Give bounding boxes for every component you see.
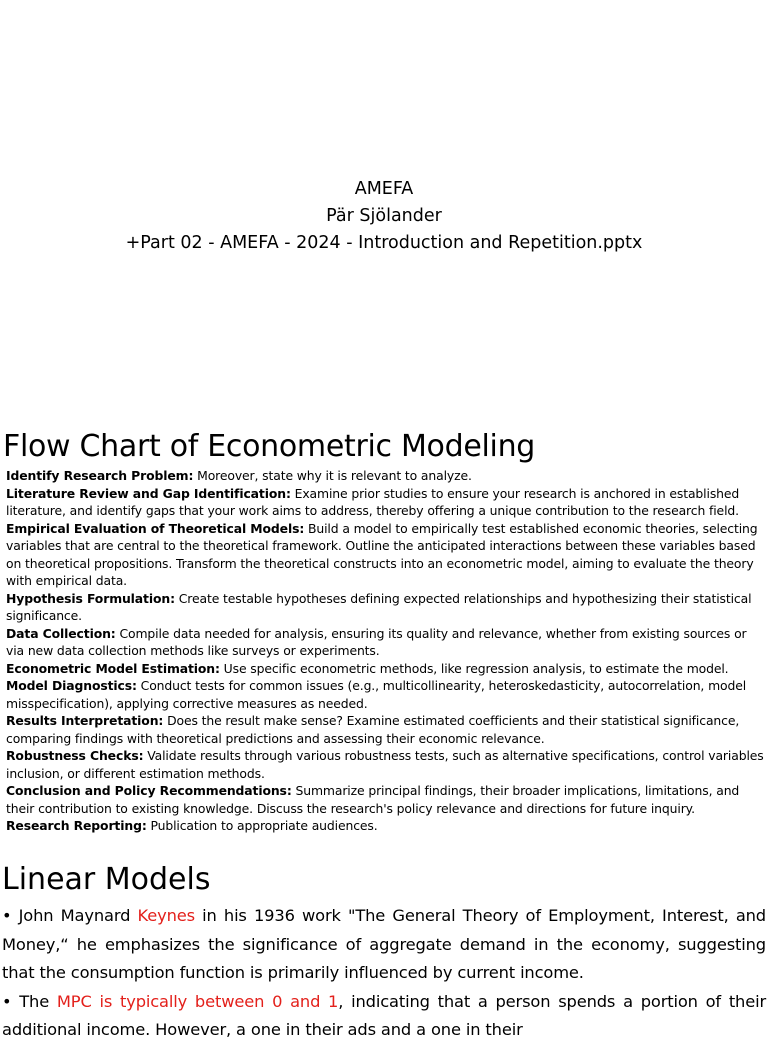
list-item xyxy=(6,590,766,625)
flow-chart-list xyxy=(6,467,766,835)
item-text: Publication to appropriate audiences. xyxy=(146,818,378,833)
item-text: Build a model to empirically test established economic theories, selecting variables that are central to the theoretical framework. Outline the anticipated interactions between these variables based on theoretical propositions. Transform the theoretical constructs into an econometric model, aiming to evaluate the theory with empirical data. xyxy=(6,520,758,588)
title-slide xyxy=(0,0,768,420)
item-text: Summarize principal findings, their broader implications, limitations, and their contribution to existing knowledge. Discuss the research's policy relevance and directions for future inquiry. xyxy=(6,783,740,816)
item-term: Hypothesis Formulation: xyxy=(6,590,175,606)
item-term: Econometric Model Estimation: xyxy=(6,660,220,676)
list-item xyxy=(6,677,766,712)
item-term: Research Reporting: xyxy=(6,818,147,833)
bullet-prefix: • The xyxy=(2,991,57,1011)
item-term: Robustness Checks: xyxy=(6,748,144,763)
item-text: Validate results through various robustness tests, such as alternative specifications, control variables inclusion, or different estimation methods. xyxy=(6,748,764,781)
bullet-suffix: , indicating that a person spends a portion of their additional income. However, a one in their ads and a one in their xyxy=(2,991,767,1039)
list-item xyxy=(6,467,766,485)
linear-models-body xyxy=(2,902,766,1045)
bullet-suffix: in his 1936 work "The General Theory of Employment, Interest, and Money,“ he emphasizes the significance of aggregate demand in the economy, suggesting that the consumption function is primarily influenced by current income. xyxy=(2,906,766,982)
bullet-mpc xyxy=(2,988,766,1045)
item-text: Does the result make sense? Examine estimated coefficients and their statistical significance, comparing findings with theoretical predictions and assessing their economic relevance. xyxy=(6,713,740,746)
list-item xyxy=(6,817,766,835)
list-item xyxy=(6,660,766,678)
item-term: Identify Research Problem: xyxy=(6,468,194,483)
item-term: Conclusion and Policy Recommendations: xyxy=(6,783,292,798)
item-term: Empirical Evaluation of Theoretical Models: xyxy=(6,520,305,536)
item-term: Data Collection: xyxy=(6,625,116,641)
title-block xyxy=(0,176,768,257)
item-text: Examine prior studies to ensure your research is anchored in established literature, and identify gaps that your work aims to address, thereby offering a unique contribution to the research field. xyxy=(6,485,740,518)
list-item xyxy=(6,712,766,747)
item-text: Conduct tests for common issues (e.g., multicollinearity, heteroskedasticity, autocorrelation, model misspecification), applying corrective measures as needed. xyxy=(6,678,747,711)
file-name: +Part 02 - AMEFA - 2024 - Introduction and Repetition.pptx xyxy=(125,233,643,253)
item-text: Compile data needed for analysis, ensuring its quality and relevance, whether from existing sources or via new data collection methods like surveys or experiments. xyxy=(6,625,747,658)
bullet-keynes xyxy=(2,902,766,988)
item-text: Moreover, state why it is relevant to analyze. xyxy=(193,468,472,483)
course-title: AMEFA xyxy=(354,179,414,199)
bullet-prefix: • John Maynard xyxy=(2,906,138,925)
list-item xyxy=(6,520,766,590)
flow-chart-heading: Flow Chart of Econometric Modeling xyxy=(3,429,536,464)
linear-models-heading: Linear Models xyxy=(2,862,211,897)
item-text: Use specific econometric methods, like regression analysis, to estimate the model. xyxy=(219,660,729,676)
item-term: Literature Review and Gap Identification: xyxy=(6,485,291,501)
list-item xyxy=(6,485,766,520)
item-term: Model Diagnostics: xyxy=(6,678,137,693)
list-item xyxy=(6,747,766,782)
highlight-text: Keynes xyxy=(137,906,195,925)
item-term: Results Interpretation: xyxy=(6,713,164,728)
list-item xyxy=(6,782,766,817)
item-text: Create testable hypotheses defining expected relationships and hypothesizing their statistical significance. xyxy=(6,590,752,623)
highlight-text: MPC is typically between 0 and 1 xyxy=(56,991,339,1011)
author-name: Pär Sjölander xyxy=(326,206,442,226)
list-item xyxy=(6,625,766,660)
